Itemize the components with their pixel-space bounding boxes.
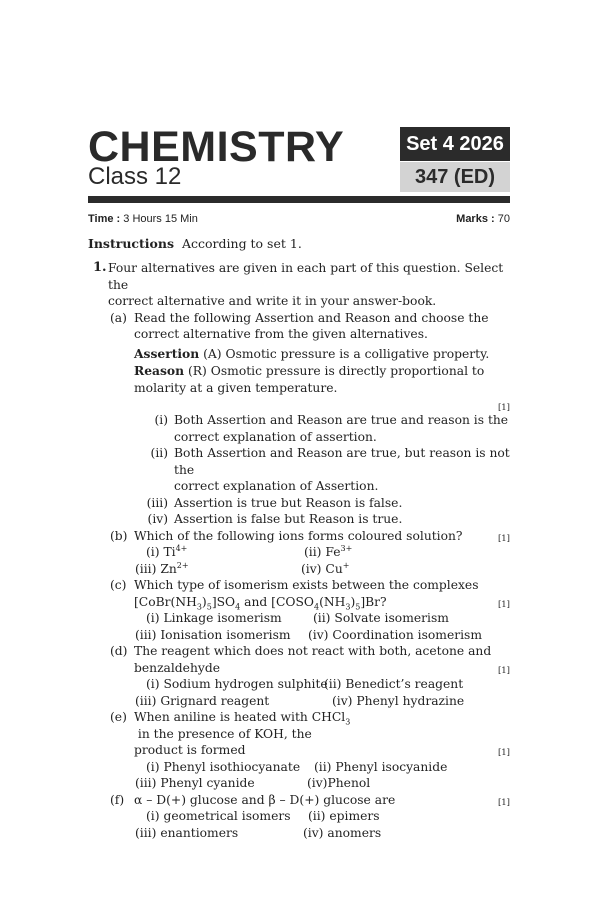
part-b [88, 528, 510, 545]
option-b-iv [301, 561, 349, 578]
marks-tag: [1] [497, 665, 510, 676]
set-badge: Set 4 2026 [400, 127, 510, 161]
option-label: (iii) [135, 627, 157, 642]
option-e-iii [135, 775, 255, 792]
option-text: Phenyl isocyanide [335, 759, 448, 774]
option-a-iv [147, 511, 510, 528]
part-stem-text: benzaldehyde [134, 660, 220, 675]
option-label: (iii) [135, 693, 157, 708]
formula-sub: 5 [206, 601, 212, 611]
reason [134, 363, 510, 380]
option-label: (iv) [303, 825, 324, 840]
option-label: (ii) [150, 446, 168, 460]
option-charge: 4+ [175, 543, 188, 553]
option-d-iv [332, 693, 464, 710]
option-text: correct explanation of Assertion. [174, 479, 379, 493]
formula-sub: 3 [345, 601, 351, 611]
option-a-ii [150, 445, 510, 495]
option-charge: + [342, 560, 350, 570]
time-info [88, 212, 198, 226]
part-stem-line: Read the following Assertion and Reason and choose the [134, 310, 489, 325]
option-charge: 3+ [340, 543, 353, 553]
option-label: (i) [154, 413, 168, 427]
part-d-options [88, 676, 510, 709]
part-f [88, 792, 510, 809]
marks-tag: [1] [497, 533, 510, 544]
option-c-i [146, 610, 282, 627]
option-text: Both Assertion and Reason are true and reason is the [174, 413, 509, 427]
marks-tag: [1] [497, 797, 510, 808]
option-e-ii [314, 759, 447, 776]
option-e-i [146, 759, 300, 776]
question-1 [88, 260, 510, 841]
option-text: Linkage isomerism [163, 611, 282, 625]
option-text: Assertion is false but Reason is true. [174, 512, 403, 526]
option-b-ii [304, 544, 352, 561]
time-value: 3 Hours 15 Min [123, 213, 198, 225]
class-label: Class 12 [88, 163, 182, 190]
formula-part: [CoBr(NH [134, 594, 197, 609]
option-text: Assertion is true but Reason is false. [174, 495, 403, 510]
paper-code-badge: 347 (ED) [400, 162, 510, 192]
part-b-options [88, 544, 510, 577]
marks-tag: [1] [497, 748, 510, 758]
option-d-i [146, 676, 328, 693]
part-stem-line [134, 709, 510, 742]
part-c [88, 577, 510, 610]
option-f-i [146, 808, 291, 825]
option-e-iv [307, 775, 370, 792]
part-stem-line: The reagent which does not react with both, acetone and [134, 644, 492, 658]
option-label: (i) [146, 677, 160, 691]
formula-sub: 4 [313, 601, 320, 611]
part-label: (a) [110, 310, 127, 325]
option-text: correct explanation of assertion. [174, 429, 377, 444]
subject-title: CHEMISTRY [88, 123, 345, 171]
part-e [88, 709, 510, 759]
assertion-text: (A) Osmotic pressure is a colligative property. [203, 346, 490, 361]
option-text: Grignard reagent [160, 693, 270, 708]
part-e-options [88, 759, 510, 792]
option-b-iii [135, 561, 189, 578]
option-label: (i) [146, 545, 160, 559]
part-label: (e) [110, 710, 127, 724]
option-label: (iii) [146, 495, 168, 510]
option-label: (ii) [324, 677, 342, 691]
option-text: Ti [163, 545, 176, 559]
option-text: Zn [160, 561, 177, 576]
question-stem [88, 260, 510, 310]
part-label: (f) [110, 792, 125, 807]
option-label: (iv) [307, 776, 328, 790]
option-text: Ionisation isomerism [160, 627, 291, 642]
option-label: (iv) [332, 693, 353, 708]
question-stem-line: Four alternatives are given in each part of this question. Select the [108, 261, 504, 292]
part-label: (b) [110, 528, 128, 543]
option-label: (i) [146, 759, 160, 774]
part-label: (d) [110, 644, 128, 658]
marks-tag: [1] [497, 599, 510, 610]
marks-info [456, 212, 510, 226]
question-number: 1. [93, 260, 107, 275]
part-stem-line: Which type of isomerism exists between the complexes [134, 578, 479, 592]
option-text: Benedict’s reagent [345, 677, 464, 691]
option-text: Phenyl isothiocyanate [163, 759, 301, 774]
option-label: (iii) [135, 776, 157, 790]
part-stem-text: product is formed [134, 743, 246, 757]
formula-part: ) [350, 594, 356, 609]
part-c-options [88, 610, 510, 643]
reason-text: (R) Osmotic pressure is directly proportional to [188, 364, 485, 378]
option-text: Fe [325, 545, 341, 559]
option-label: (iv) [301, 561, 322, 576]
part-stem-text: in the presence of KOH, the [134, 726, 312, 741]
part-stem-line: α – D(+) glucose and β – D(+) glucose are [134, 792, 396, 807]
option-text: Solvate isomerism [334, 611, 449, 625]
formula-part: (NH [319, 594, 346, 609]
option-label: (ii) [313, 611, 331, 625]
option-a-i [154, 412, 510, 445]
option-c-iii [135, 627, 291, 644]
option-text: epimers [329, 809, 380, 823]
part-stem-line [134, 660, 510, 677]
formula-sub: 3 [345, 717, 351, 727]
complex-formulas [134, 594, 510, 611]
part-label: (c) [110, 578, 127, 592]
part-d [88, 643, 510, 676]
part-a [88, 310, 510, 413]
option-label: (iv) [147, 512, 168, 526]
marks-value: 70 [497, 213, 510, 225]
part-stem-text: When aniline is heated with CHCl [134, 710, 346, 724]
formula-and: and [240, 594, 272, 609]
option-f-iii [135, 825, 238, 842]
option-text: Sodium hydrogen sulphite [163, 677, 328, 691]
option-d-ii [324, 676, 463, 693]
option-label: (iii) [135, 825, 157, 840]
option-label: (i) [146, 611, 160, 625]
option-text: Phenol [327, 776, 371, 790]
option-label: (iii) [135, 561, 157, 576]
part-f-options [88, 808, 510, 841]
formula-part: [COSO [271, 594, 314, 609]
option-text: Phenyl cyanide [160, 776, 255, 790]
marks-label: Marks : [456, 213, 495, 225]
question-stem-line: correct alternative and write it in your answer-book. [108, 294, 437, 308]
option-label: (iv) [308, 627, 329, 642]
formula-sub: 3 [196, 601, 202, 611]
part-stem-line [134, 742, 510, 759]
option-text: enantiomers [160, 825, 239, 840]
option-charge: 2+ [176, 560, 189, 570]
option-text: Phenyl hydrazine [356, 693, 465, 708]
part-stem-line: Which of the following ions forms coloured solution? [134, 528, 463, 543]
option-a-iii [146, 495, 510, 512]
option-b-i [146, 544, 187, 561]
instructions-label: Instructions [88, 236, 175, 251]
option-c-ii [313, 610, 449, 627]
option-f-ii [308, 808, 380, 825]
assertion [134, 346, 510, 363]
header-rule [88, 196, 510, 203]
part-stem-line: correct alternative from the given alternatives. [134, 327, 428, 341]
option-label: (ii) [304, 545, 322, 559]
formula-part: ]SO [211, 594, 236, 609]
formula-part: ) [201, 594, 207, 609]
option-text: Cu [325, 561, 343, 576]
option-label: (ii) [308, 809, 326, 823]
reason-text-cont: molarity at a given temperature. [134, 380, 338, 395]
formula-sub: 4 [235, 601, 241, 611]
formula-part: ]Br? [360, 594, 387, 609]
option-f-iv [303, 825, 381, 842]
part-a-options [88, 412, 510, 528]
option-text: Coordination isomerism [332, 627, 483, 642]
assertion-label: Assertion [134, 345, 200, 361]
option-d-iii [135, 693, 269, 710]
option-c-iv [308, 627, 482, 644]
option-label: (ii) [314, 759, 332, 774]
time-label: Time : [88, 213, 121, 225]
option-text: Both Assertion and Reason are true, but reason is not the [174, 446, 510, 477]
instructions-text: According to set 1. [181, 236, 302, 251]
option-text: geometrical isomers [163, 809, 291, 823]
option-text: anomers [327, 825, 382, 840]
reason-label: Reason [134, 363, 185, 378]
instructions [88, 236, 302, 252]
option-label: (i) [146, 809, 160, 823]
marks-tag: [1] [497, 403, 510, 413]
formula-sub: 5 [355, 601, 361, 611]
